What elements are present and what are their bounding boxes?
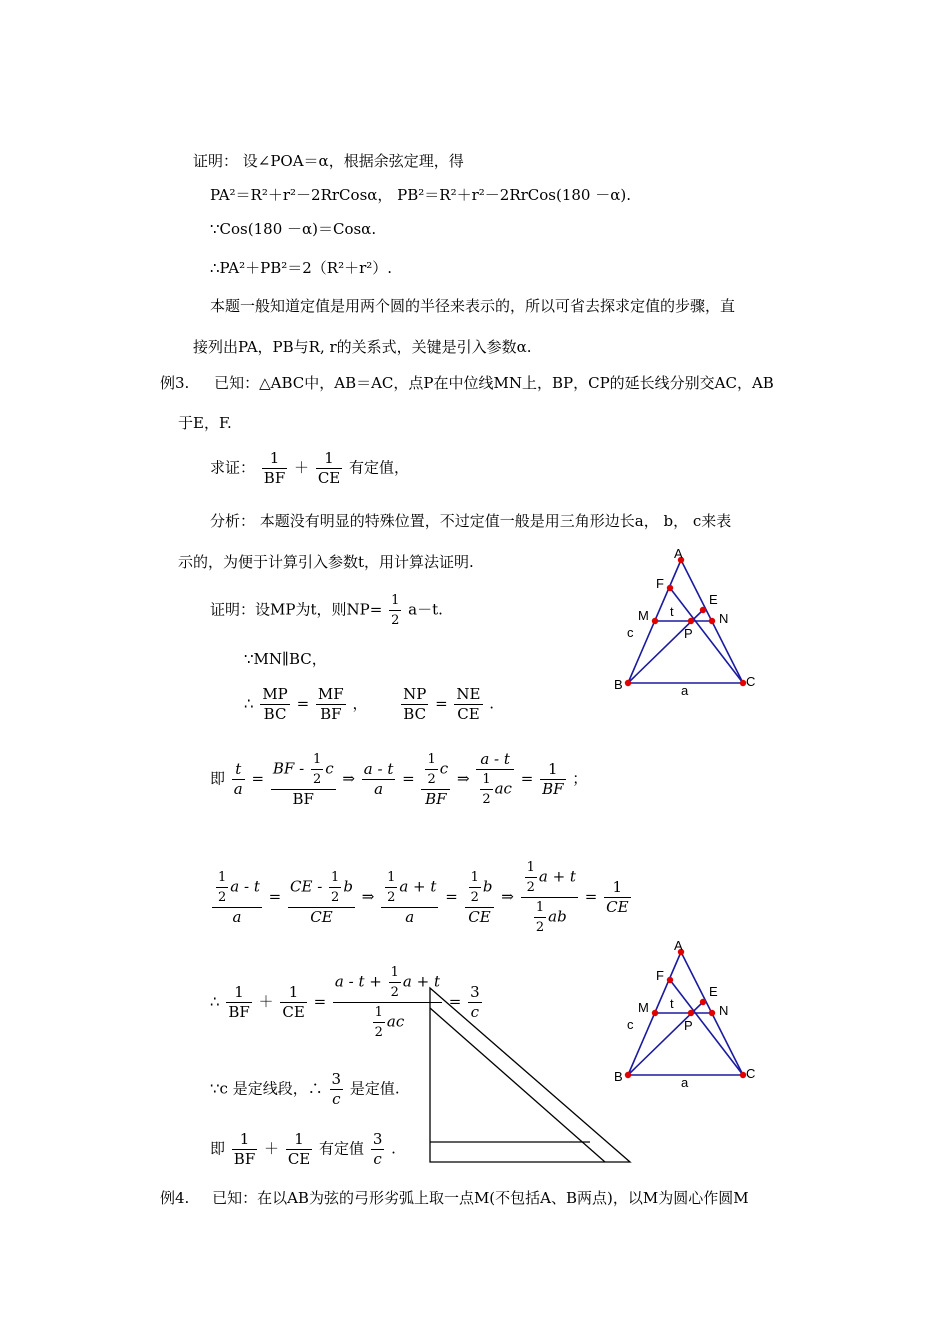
example3-given-line1 xyxy=(160,373,774,393)
frac-3-over-c: $\frac{3}{c}$ xyxy=(372,1130,383,1168)
frac-1-bf: $\frac{1}{BF}$ xyxy=(233,1130,256,1168)
frac-half-c-over-bf: $\frac{1}{2}$ c BF xyxy=(421,750,450,809)
implies: ⇒ xyxy=(456,769,470,788)
frac-ne-ce: $\frac{NE}{CE}$ xyxy=(456,685,481,723)
set-square-drawing xyxy=(420,980,640,1180)
implies: ⇒ xyxy=(361,887,375,906)
eq-sign: = xyxy=(435,694,448,713)
point-F xyxy=(667,977,673,983)
ji-1: 即 xyxy=(210,769,226,788)
proof2-line3: ∵Cos(180 －α)＝Cosα. xyxy=(210,220,377,238)
frac-a-minus-t-over-half-ac: a - t $\frac{1}{2}$ ac xyxy=(476,750,514,809)
frac-half-a-minus-t-over-a: $\frac{1}{2}$ a - t a xyxy=(212,868,262,927)
label-t: t xyxy=(670,604,674,619)
period: . xyxy=(489,694,495,713)
example4-text: 已知：在以AB为弦的弓形劣弧上取一点M(不包括A、B两点)，以M为圆心作圆M xyxy=(212,1189,749,1207)
label-A: A xyxy=(674,940,683,953)
label-P: P xyxy=(684,626,693,641)
point-B xyxy=(625,680,631,686)
prove-prefix: 求证： xyxy=(210,458,256,477)
eq-sign: = xyxy=(520,769,534,788)
semicolon: ； xyxy=(572,769,588,788)
label-A: A xyxy=(674,548,683,561)
label-B: B xyxy=(614,677,623,692)
implies: ⇒ xyxy=(342,769,355,788)
frac-1-over-bf: $\frac{1}{BF}$ xyxy=(542,760,564,798)
comma: ， xyxy=(352,694,368,713)
label-C: C xyxy=(746,674,756,689)
frac-3-over-c: $\frac{3}{c}$ xyxy=(331,1070,342,1108)
label-a: a xyxy=(681,1075,689,1090)
point-E xyxy=(700,999,706,1005)
label-P: P xyxy=(684,1018,693,1033)
frac-1-ce: $\frac{1}{CE}$ xyxy=(287,1130,311,1168)
point-P xyxy=(688,1010,694,1016)
label-B: B xyxy=(614,1069,623,1084)
point-N xyxy=(709,618,715,624)
point-N xyxy=(709,1010,715,1016)
example3-given1: 已知：△ABC中，AB＝AC，点P在中位线MN上，BP，CP的延长线分别交AC，AB xyxy=(214,374,774,392)
period: . xyxy=(391,1139,396,1158)
final-suffix: 有定值 xyxy=(319,1139,365,1158)
plus-sign: ＋ xyxy=(258,992,274,1011)
parallel-line: ∵MN∥BC， xyxy=(244,650,327,668)
point-M xyxy=(652,1010,658,1016)
set-square-outer xyxy=(430,988,630,1162)
eq-sign: = xyxy=(402,769,415,788)
frac-1-ce: $\frac{1}{CE}$ xyxy=(317,449,341,487)
label-E: E xyxy=(709,592,718,607)
final-line xyxy=(210,1130,396,1169)
example3-label: 例3. xyxy=(160,374,190,392)
point-M xyxy=(652,618,658,624)
frac-half: $\frac{1}{2}$ xyxy=(391,593,400,628)
eq-sign: = xyxy=(268,887,282,906)
point-E xyxy=(700,607,706,613)
fixed-prefix: ∵c 是定线段，∴ xyxy=(210,1079,323,1098)
example3-prove xyxy=(210,449,409,488)
eq-sign: = xyxy=(448,992,462,1011)
label-N: N xyxy=(719,1003,729,1018)
frac-half-a-plus-t-over-a: $\frac{1}{2}$ a + t a xyxy=(381,868,438,927)
prove-suffix: 有定值， xyxy=(349,458,410,477)
example4-line xyxy=(160,1188,749,1208)
frac-mp-bc: $\frac{MP}{BC}$ xyxy=(262,685,288,723)
segment-CF xyxy=(670,588,743,683)
frac-sum-over-half-ac: a - t + $\frac{1}{2}$ a + t $\frac{1}{2}$ ac xyxy=(334,965,440,1040)
label-M: M xyxy=(638,1000,649,1015)
label-c: c xyxy=(627,625,634,640)
point-F xyxy=(667,585,673,591)
triangle-figure-2 xyxy=(608,940,768,1090)
frac-bf-minus-half-c-over-bf: BF - $\frac{1}{2}$ c BF xyxy=(272,752,334,808)
frac-1-over-ce: $\frac{1}{CE}$ xyxy=(606,878,629,916)
label-c: c xyxy=(627,1017,634,1032)
therefore-sign: ∴ xyxy=(210,992,220,1011)
final-prefix: 即 xyxy=(210,1139,226,1158)
proof2-line1: 证明： 设∠POA＝α，根据余弦定理，得 xyxy=(193,152,464,170)
implies: ⇒ xyxy=(501,887,514,906)
proof2-line2: PA²＝R²＋r²－2RrCosα， PB²＝R²＋r²－2RrCos(180 －α). xyxy=(210,186,631,204)
set-square-inner-diagonal xyxy=(430,1008,605,1162)
label-M: M xyxy=(638,608,649,623)
label-N: N xyxy=(719,611,729,626)
label-F: F xyxy=(656,576,664,591)
proof-suffix: a－t. xyxy=(408,600,443,619)
segment-CF xyxy=(670,980,743,1075)
eq-sign: = xyxy=(296,694,310,713)
plus-sign: ＋ xyxy=(294,458,310,477)
example3-analysis1: 分析： 本题没有明显的特殊位置，不过定值一般是用三角形边长a， b， c来表 xyxy=(210,512,732,530)
triangle-figure-1 xyxy=(608,548,768,698)
proof-prefix: 证明：设MP为t，则NP= xyxy=(210,600,383,619)
example4-label: 例4. xyxy=(160,1189,190,1207)
frac-t-a: $\frac{t}{a}$ xyxy=(233,760,243,798)
eq-sign: = xyxy=(313,992,327,1011)
point-P xyxy=(688,618,694,624)
frac-a-minus-t-over-a: $\frac{a - t}{a}$ xyxy=(363,760,394,798)
frac-ce-minus-half-b-over-ce: CE - $\frac{1}{2}$ b CE xyxy=(290,870,353,926)
frac-1-bf: $\frac{1}{BF}$ xyxy=(263,449,286,487)
frac-half-a-plus-t-over-half-ab: $\frac{1}{2}$ a + t $\frac{1}{2}$ ab xyxy=(521,858,578,937)
proof2-remark1: 本题一般知道定值是用两个圆的半径来表示的，所以可省去探求定值的步骤，直 xyxy=(210,297,736,315)
example3-analysis2: 示的，为便于计算引入参数t，用计算法证明. xyxy=(178,553,474,571)
fixed-line xyxy=(210,1070,400,1109)
fixed-suffix: 是定值. xyxy=(349,1079,400,1098)
frac-np-bc: $\frac{NP}{BC}$ xyxy=(403,685,427,723)
eq-line-2 xyxy=(210,858,633,937)
frac-mf-bf: $\frac{MF}{BF}$ xyxy=(317,685,344,723)
label-E: E xyxy=(709,984,718,999)
plus-sign: ＋ xyxy=(264,1139,280,1158)
eq-sign: = xyxy=(251,769,265,788)
ratio-line xyxy=(244,685,494,724)
label-F: F xyxy=(656,968,664,983)
frac-half-b-over-ce: $\frac{1}{2}$ b CE xyxy=(465,868,495,927)
frac-1-bf: $\frac{1}{BF}$ xyxy=(228,983,250,1021)
frac-1-ce: $\frac{1}{CE}$ xyxy=(282,983,305,1021)
label-a: a xyxy=(681,683,689,698)
eq-sign: = xyxy=(445,887,458,906)
proof2-remark2: 接列出PA，PB与R, r的关系式，关键是引入参数α. xyxy=(193,338,532,356)
point-B xyxy=(625,1072,631,1078)
label-C: C xyxy=(746,1066,756,1081)
therefore-sign: ∴ xyxy=(244,694,254,713)
example3-given2: 于E，F. xyxy=(178,414,232,432)
label-t: t xyxy=(670,996,674,1011)
eq-line-1 xyxy=(210,750,587,809)
eq-sign: = xyxy=(584,887,598,906)
frac-3-over-c: $\frac{3}{c}$ xyxy=(470,983,480,1021)
proof2-line4: ∴PA²＋PB²＝2（R²＋r²）. xyxy=(210,259,393,277)
example3-proof-start xyxy=(210,591,443,630)
